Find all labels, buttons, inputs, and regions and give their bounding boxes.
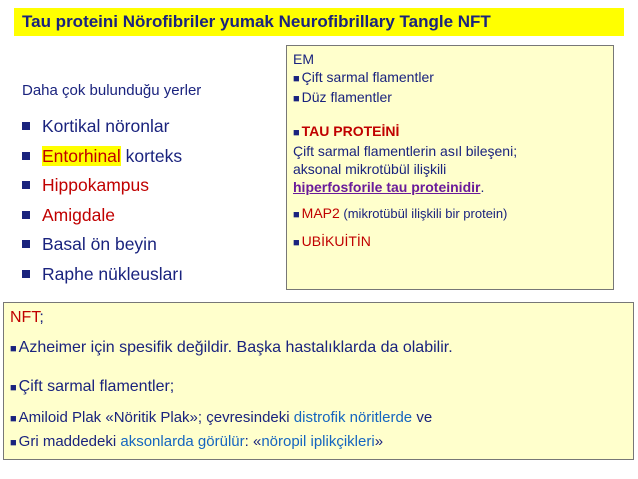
tau-text-1: Çift sarmal flamentlerin asıl bileşeni; [293, 143, 518, 159]
list-item [22, 230, 183, 260]
bullet-icon [22, 122, 30, 130]
tau-period: . [480, 179, 485, 195]
nft-row-4a: Amiloid Plak «Nöritik Plak»; çevresindeki [18, 409, 294, 426]
square-bullet-icon: ■ [293, 209, 300, 221]
list-item-label: Kortikal nöronlar [42, 116, 170, 136]
tau-text-2: aksonal mikrotübül ilişkili [293, 161, 447, 177]
locations-list [22, 112, 183, 290]
nft-row-4c: ve [412, 409, 433, 426]
list-item [22, 112, 183, 142]
bullet-icon [22, 270, 30, 278]
locations-heading: Daha çok bulunduğu yerler [22, 82, 202, 99]
map2-desc: (mikrotübül ilişkili bir protein) [339, 206, 508, 221]
square-bullet-icon: ■ [10, 413, 17, 425]
nft-row-5c: : « [244, 433, 262, 450]
list-item [22, 142, 183, 172]
list-item-label: Basal ön beyin [42, 234, 157, 255]
em-info-box [286, 45, 614, 290]
nft-row-5d: nöropil iplikçikleri [261, 433, 375, 450]
nft-row-5a: Gri maddedeki [18, 433, 121, 450]
bullet-icon [22, 211, 30, 219]
em-heading: EM [293, 51, 314, 67]
list-item-label: Raphe nükleusları [42, 263, 184, 284]
slide-title: Tau proteini Nörofibriler yumak Neurofibrillary Tangle NFT [14, 8, 624, 36]
nft-label: NFT [10, 309, 40, 326]
nft-row-3: Çift sarmal flamentler; [18, 378, 175, 395]
nft-info-box [3, 302, 634, 460]
tau-heading: TAU PROTEİNİ [301, 123, 400, 139]
bullet-icon [22, 152, 30, 160]
list-item-label: Amigdale [42, 204, 115, 225]
list-item [22, 171, 183, 201]
bullet-icon [22, 240, 30, 248]
square-bullet-icon: ■ [293, 93, 300, 105]
list-item-highlight: Entorhinal [42, 145, 121, 166]
nft-row-2: Azheimer için spesifik değildir. Başka hastalıklarda da olabilir. [18, 339, 453, 356]
list-item [22, 260, 183, 290]
square-bullet-icon: ■ [10, 343, 17, 355]
list-item [22, 201, 183, 231]
nft-label-suffix: ; [39, 309, 44, 326]
bullet-icon [22, 181, 30, 189]
tau-bold-text: hiperfosforile tau proteinidir [293, 179, 481, 195]
list-item-label: korteks [120, 145, 183, 166]
nft-row-5e: » [374, 433, 384, 450]
em-line-1: Çift sarmal flamentler [301, 69, 434, 85]
square-bullet-icon: ■ [10, 382, 17, 394]
square-bullet-icon: ■ [10, 437, 17, 449]
em-line-2: Düz flamentler [301, 89, 392, 105]
square-bullet-icon: ■ [293, 237, 300, 249]
square-bullet-icon: ■ [293, 73, 300, 85]
square-bullet-icon: ■ [293, 127, 300, 139]
nft-row-5b: aksonlarda görülür [120, 433, 245, 450]
map2-label: MAP2 [301, 205, 340, 221]
list-item-label: Hippokampus [42, 175, 149, 196]
ubikuitin-label: UBİKUİTİN [301, 233, 371, 249]
nft-row-4b: distrofik nöritlerde [293, 409, 413, 426]
